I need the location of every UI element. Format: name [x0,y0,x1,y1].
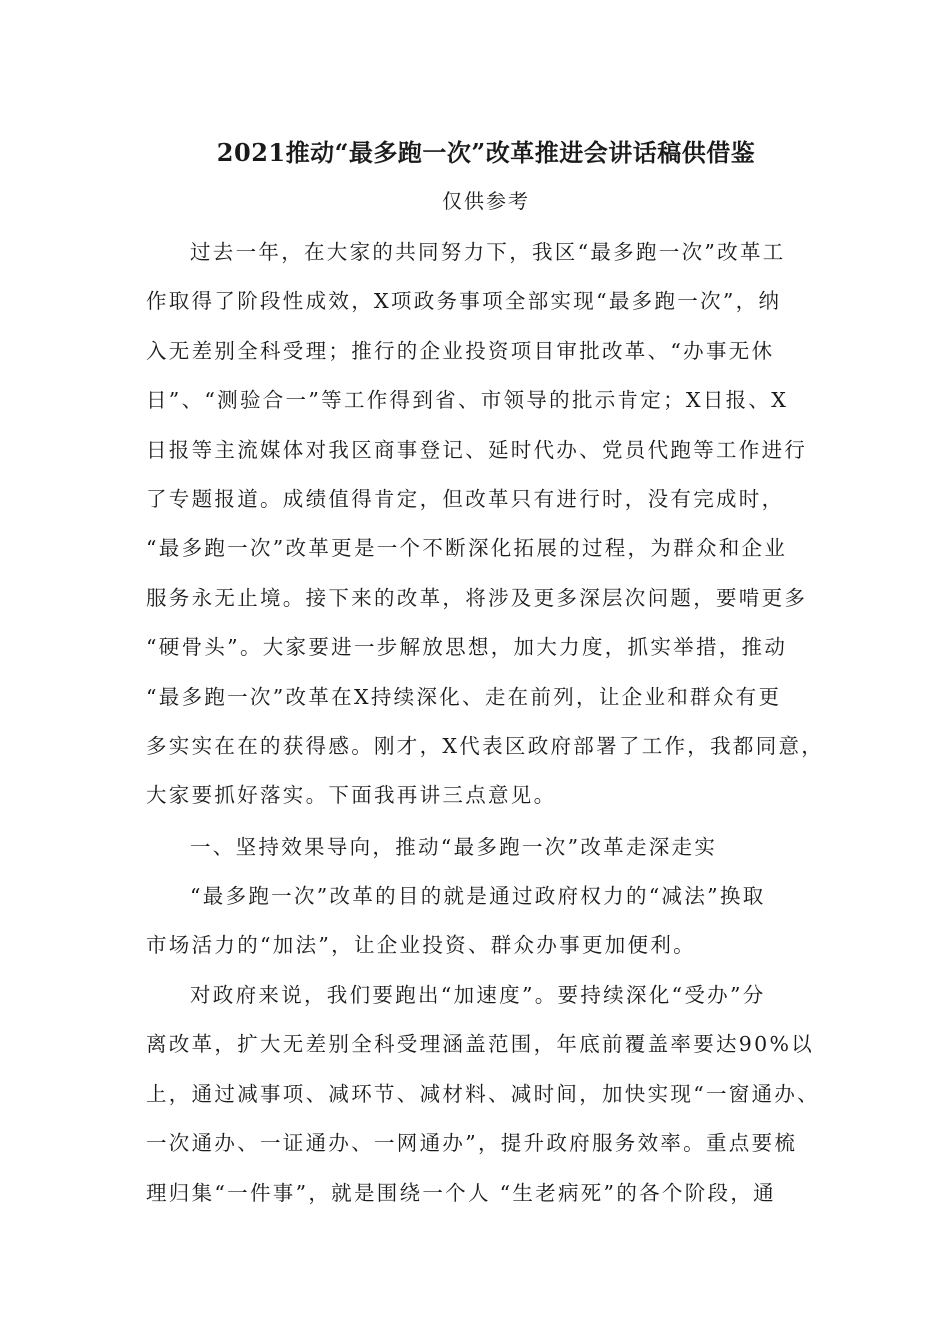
paragraph-line: 服务永无止境。接下来的改革，将涉及更多深层次问题，要啃更多 [146,585,808,610]
paragraph-line: “硬骨头”。大家要进一步解放思想，加大力度，抓实举措，推动 [146,635,788,660]
paragraph-line: 了专题报道。成绩值得肯定，但改革只有进行时，没有完成时， [146,486,785,511]
paragraph-line: 入无差别全科受理；推行的企业投资项目审批改革、“办事无休 [146,338,775,363]
paragraph-line: 对政府来说，我们要跑出“加速度”。要持续深化“受办”分 [190,983,766,1007]
paragraph-line: 日”、“测验合一”等工作得到省、市领导的批示肯定；X日报、X [146,388,789,413]
paragraph-line: 日报等主流媒体对我区商事登记、延时代办、党员代跑等工作进行 [146,437,808,462]
document-subtitle: 仅供参考 [442,189,530,213]
paragraph-line: 多实实在在的获得感。刚才，X代表区政府部署了工作，我都同意， [146,733,825,758]
paragraph-line: “最多跑一次”改革在X持续深化、走在前列，让企业和群众有更 [146,684,782,709]
paragraph-line: 作取得了阶段性成效，X项政务事项全部实现“最多跑一次”，纳 [146,289,782,314]
paragraph-purpose [146,872,826,971]
paragraph-line: 上，通过减事项、减环节、减材料、减时间，加快实现“一窗通办、 [146,1081,820,1106]
paragraph-line: 离改革，扩大无差别全科受理涵盖范围，年底前覆盖率要达90%以 [146,1032,815,1057]
paragraph-line: “最多跑一次”改革的目的就是通过政府权力的“减法”换取 [190,884,766,908]
document-title: 2021推动“最多跑一次”改革推进会讲话稿供借鉴 [216,138,756,167]
paragraph-line: “最多跑一次”改革更是一个不断深化拓展的过程，为群众和企业 [146,536,788,561]
section-heading-text: 一、坚持效果导向，推动“最多跑一次”改革走深走实 [190,835,718,859]
paragraph-intro [146,228,826,821]
paragraph-line: 大家要抓好落实。下面我再讲三点意见。 [146,783,557,808]
section-heading [146,823,826,872]
paragraph-government [146,971,826,1218]
paragraph-line: 市场活力的“加法”，让企业投资、群众办事更加便利。 [146,933,696,958]
paragraph-line: 理归集“一件事”，就是围绕一个人 “生老病死”的各个阶段，通 [146,1180,776,1205]
paragraph-line: 一次通办、一证通办、一网通办”，提升政府服务效率。重点要梳 [146,1131,798,1156]
paragraph-line: 过去一年，在大家的共同努力下，我区“最多跑一次”改革工 [190,240,786,264]
